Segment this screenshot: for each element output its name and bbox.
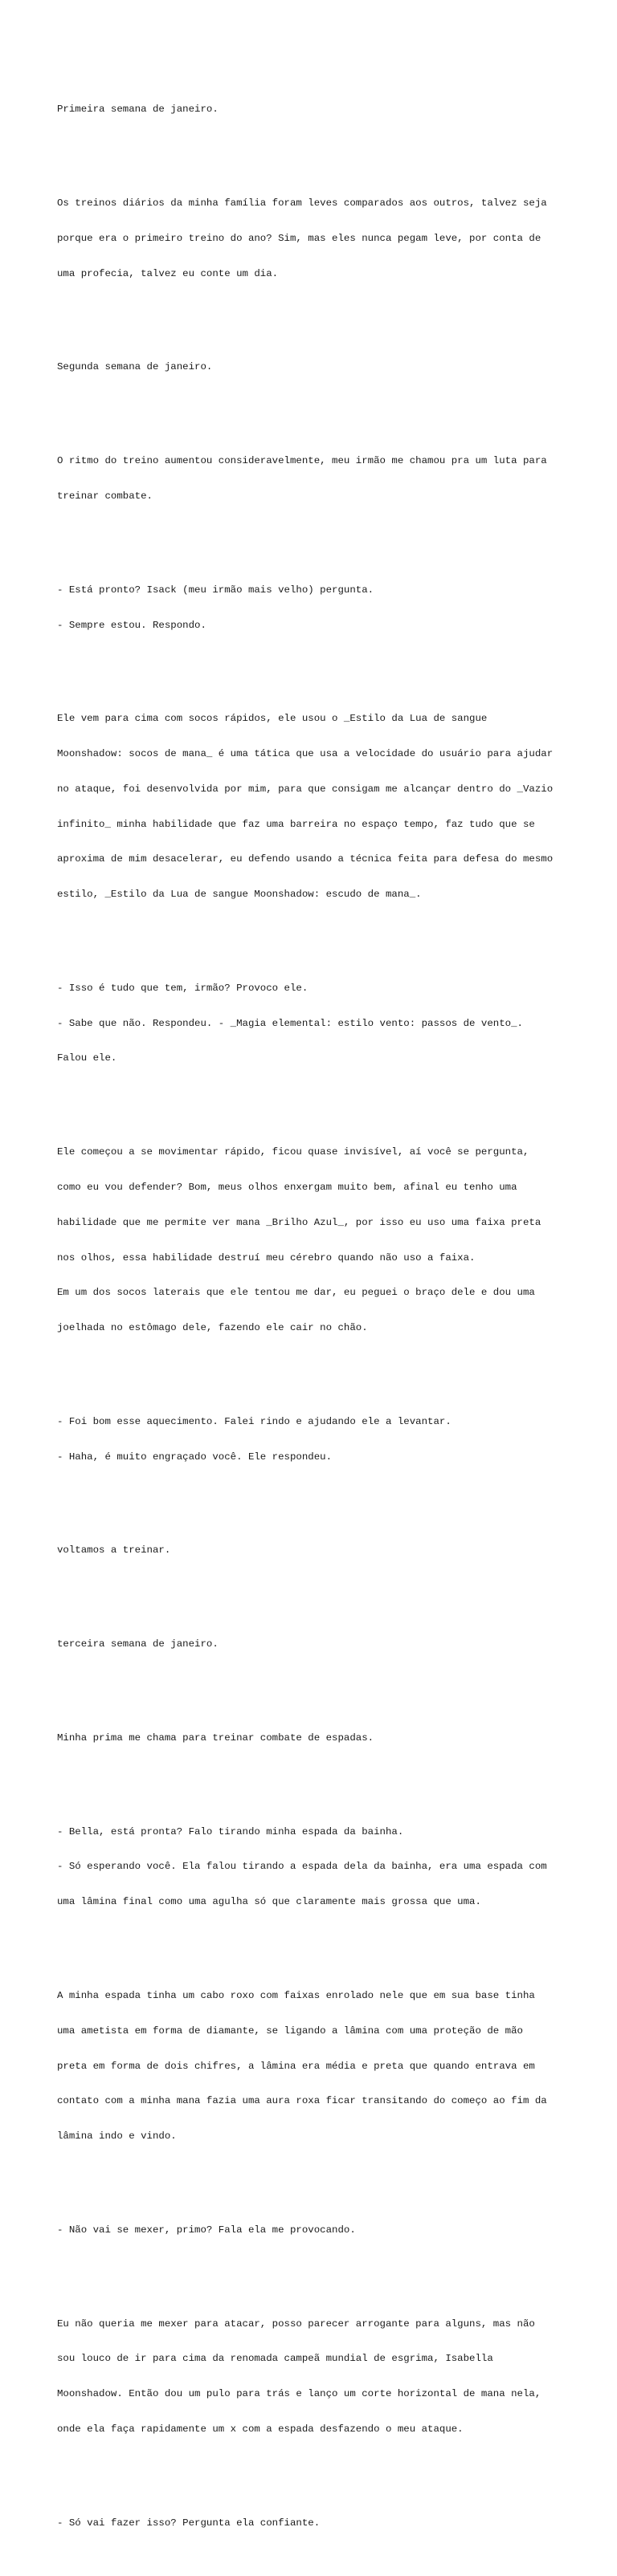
paragraph [57, 690, 571, 924]
text-line: Falou ele. [57, 1052, 117, 1064]
text-line: joelhada no estômago dele, fazendo ele cair no chão. [57, 1322, 368, 1334]
text-line: - Sabe que não. Respondeu. - _Magia elemental: estilo vento: passos de vento_. [57, 1017, 523, 1029]
text-line: habilidade que me permite ver mana _Brilho Azul_, por isso eu uso uma faixa preta [57, 1216, 541, 1228]
text-line: nos olhos, essa habilidade destruí meu cérebro quando não uso a faixa. [57, 1251, 476, 1264]
text-line: - Haha, é muito engraçado você. Ele respondeu. [57, 1451, 333, 1463]
paragraph [57, 80, 571, 139]
document-page [57, 57, 571, 2576]
text-line: aproxima de mim desacelerar, eu defendo usando a técnica feita para defesa do mesmo [57, 853, 554, 865]
text-line: voltamos a treinar. [57, 1544, 171, 1557]
text-line: como eu vou defender? Bom, meus olhos enxergam muito bem, afinal eu tenho uma [57, 1182, 517, 1193]
paragraph [57, 174, 571, 303]
text-line: Eu não queria me mexer para atacar, posso parecer arrogante para alguns, mas não [57, 2318, 535, 2330]
text-line: porque era o primeiro treino do ano? Sim, mas eles nunca pegam leve, por conta de [57, 232, 541, 244]
text-line: uma lâmina final como uma agulha só que claramente mais grossa que uma. [57, 1896, 481, 1908]
text-line: Minha prima me chama para treinar combate de espadas. [57, 1732, 374, 1744]
paragraph [57, 2494, 571, 2553]
paragraph [57, 1709, 571, 1768]
text-line: Ele começou a se movimentar rápido, ficou quase invisível, aí você se pergunta, [57, 1146, 529, 1158]
paragraph [57, 432, 571, 526]
text-line: O ritmo do treino aumentou consideravelmente, meu irmão me chamou pra um luta para [57, 455, 547, 467]
text-line: Moonshadow. Então dou um pulo para trás e lanço um corte horizontal de mana nela, [57, 2388, 541, 2400]
text-line: Moonshadow: socos de mana_ é uma tática que usa a velocidade do usuário para ajudar [57, 748, 554, 760]
text-line: no ataque, foi desenvolvida por mim, para que consigam me alcançar dentro do _Vazio [57, 783, 554, 795]
text-line: Em um dos socos laterais que ele tentou me dar, eu peguei o braço dele e dou uma [57, 1287, 535, 1299]
text-line: Segunda semana de janeiro. [57, 361, 213, 373]
paragraph [57, 1615, 571, 1674]
text-line: Os treinos diários da minha família foram leves comparados aos outros, talvez seja [57, 197, 547, 210]
paragraph [57, 2201, 571, 2260]
text-line: A minha espada tinha um cabo roxo com faixas enrolado nele que em sua base tinha [57, 1989, 535, 2001]
text-line: - Não vai se mexer, primo? Fala ela me provocando. [57, 2224, 356, 2236]
text-line: lâmina indo e vindo. [57, 2130, 177, 2143]
paragraph [57, 1967, 571, 2166]
text-line: onde ela faça rapidamente um x com a espada desfazendo o meu ataque. [57, 2423, 464, 2435]
paragraph [57, 338, 571, 397]
text-line: uma ametista em forma de diamante, se ligando a lâmina com uma proteção de mão [57, 2025, 523, 2037]
text-line: treinar combate. [57, 490, 153, 502]
paragraph [57, 561, 571, 655]
text-line: estilo, _Estilo da Lua de sangue Moonshadow: escudo de mana_. [57, 889, 422, 901]
text-line: contato com a minha mana fazia uma aura roxa ficar transitando do começo ao fim da [57, 2095, 547, 2107]
paragraph [57, 1521, 571, 1580]
text-line: - Foi bom esse aquecimento. Falei rindo e ajudando ele a levantar. [57, 1415, 452, 1427]
text-line: Primeira semana de janeiro. [57, 104, 219, 116]
text-line: - Isso é tudo que tem, irmão? Provoco ele. [57, 982, 308, 994]
text-line: infinito_ minha habilidade que faz uma barreira no espaço tempo, faz tudo que se [57, 818, 535, 830]
paragraph [57, 2294, 571, 2458]
text-line: - Sempre estou. Respondo. [57, 619, 206, 631]
text-line: - Só esperando você. Ela falou tirando a espada dela da bainha, era uma espada com [57, 1861, 547, 1873]
text-line: preta em forma de dois chifres, a lâmina era média e preta que quando entrava em [57, 2060, 535, 2072]
text-line: - Está pronto? Isack (meu irmão mais velho) pergunta. [57, 584, 374, 596]
paragraph [57, 1393, 571, 1487]
text-line: terceira semana de janeiro. [57, 1638, 219, 1650]
text-line: Ele vem para cima com socos rápidos, ele usou o _Estilo da Lua de sangue [57, 713, 488, 725]
paragraph [57, 1802, 571, 1931]
paragraph [57, 1123, 571, 1357]
text-line: uma profecia, talvez eu conte um dia. [57, 267, 279, 279]
paragraph [57, 959, 571, 1089]
text-line: - Só vai fazer isso? Pergunta ela confiante. [57, 2517, 321, 2529]
text-line: sou louco de ir para cima da renomada campeã mundial de esgrima, Isabella [57, 2353, 493, 2365]
text-line: - Bella, está pronta? Falo tirando minha espada da bainha. [57, 1825, 404, 1837]
